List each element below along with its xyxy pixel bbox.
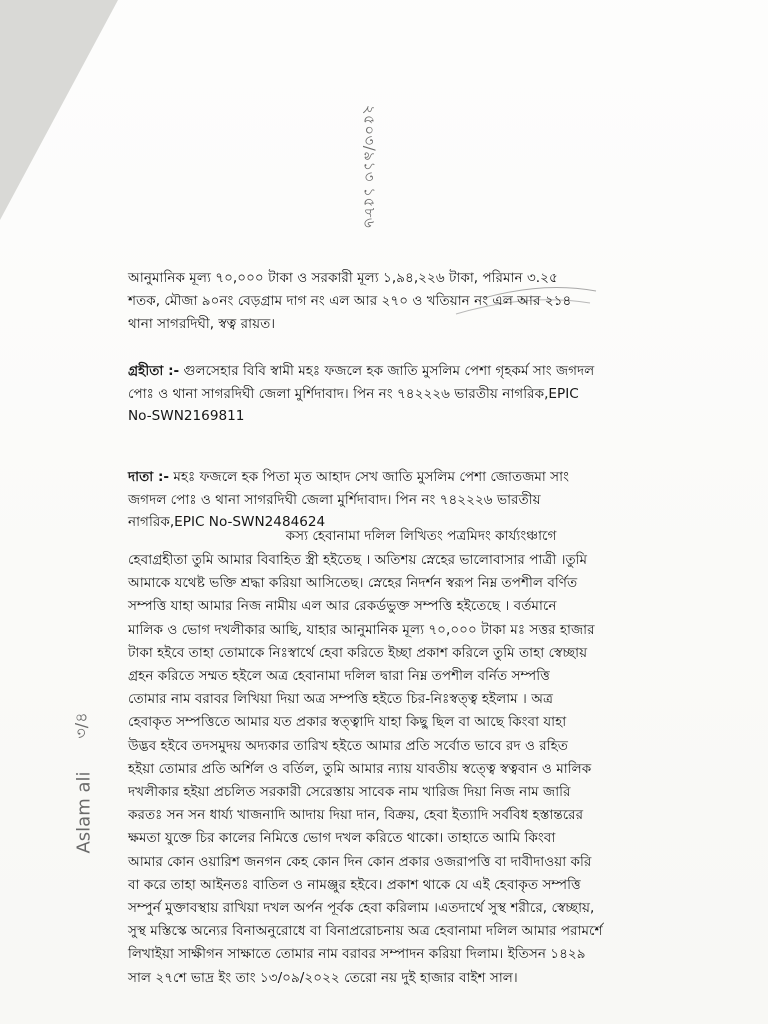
left-handwritten-mark: ৩/৪ bbox=[71, 712, 91, 739]
receiver-text: গুলসেহার বিবি স্বামী মহঃ ফজলে হক জাতি মুসলিম পেশা গৃহকর্ম সাং জগদল পোঃ ও থানা সাগরদিঘী জেলা মুর্শিদাবাদ। পিন নং ৭৪২২২৬ ভারতীয় নাগরিক,EPIC No-SWN2169811 bbox=[128, 362, 595, 425]
property-description: আনুমানিক মূল্য ৭০,০০০ টাকা ও সরকারী মূল্য ১,৯৪,২২৬ টাকা, পরিমান ৩.২৫ শতক, মৌজা ৯০নং বেড়গ্রাম দাগ নং এল আর ২৭০ ও খতিয়ান নং এল আর ২১৪ থানা সাগরদিঘী, স্বত্ব রায়ত। bbox=[128, 270, 572, 332]
donor-details bbox=[128, 443, 714, 531]
deed-body-text: হেবাগ্রহীতা তুমি আমার বিবাহিত স্ত্রী হইতেছ । অতিশয় স্নেহের ভালোবাসার পাত্রী ।তুমি আমাকে যথেষ্ট ভক্তি শ্রদ্ধা করিয়া আসিতেছ। স্নেহের নিদর্শন স্বরূপ নিম্ন তপশীল বর্ণিত সম্পত্তি যাহা আমার নিজ নামীয় এল আর রেকর্ডভুক্ত সম্পত্তি হইতেছে । বর্তমানে মালিক ও ভোগ দখলীকার আছি, যাহার আনুমানিক মূল্য ৭০,০০০ টাকা মঃ সত্তর হাজার টাকা হইবে তাহা তোমাকে নিঃস্বার্থে হেবা করিতে ইচ্ছা প্রকাশ করিলে তুমি তাহা স্বেচ্ছায় গ্রহন করিতে সম্মত হইলে অত্র হেবানামা দলিল দ্বারা নিম্ন তপশীল বর্নিত সম্পত্তি তোমার নাম বরাবর লিখিয়া দিয়া অত্র সম্পত্তি হইতে চির-নিঃস্বত্ত্ব হইলাম । অত্র হেবাকৃত সম্পত্তিতে আমার যত প্রকার স্বত্ত্বাদি যাহা কিছু ছিল বা আছে কিংবা যাহা উদ্ভব হইবে তদসমুদয় অদ্যকার তারিখ হইতে আমার প্রতি সর্বোত ভাবে রদ ও রহিত হইয়া তোমার প্রতি অর্শিল ও বর্তিল, তুমি আমার ন্যায় যাবতীয় স্বত্ত্বে স্বত্ববান ও মালিক দখলীকার হইয়া প্রচলিত সরকারী সেরেস্তায় সাবেক নাম খারিজ দিয়া নিজ নাম জারি করতঃ সন সন ধার্য্য খাজনাদি আদায় দিয়া দান, বিক্রয়, হেবা ইত্যাদি সর্ববিধ হস্তান্তরের ক্ষমতা যুক্তে চির কালের নিমিত্তে ভোগ দখল করিতে থাকো। তাহাতে আমি কিংবা আমার কোন ওয়ারিশ জনগন কেহ কোন দিন কোন প্রকার ওজরাপত্তি বা দাবীদাওয়া করি বা করে তাহা আইনতঃ বাতিল ও নামঞ্জুর হইবে। প্রকাশ থাকে যে এই হেবাকৃত সম্পত্তি সম্পুর্ন মুক্তাবস্থায় রাখিয়া দখল অর্পন পূর্বক হেবা করিলাম ।এতদার্থে সুস্থ শরীরে, স্বেচ্ছায়, সুস্থ মস্তিস্কে অন্যের বিনাঅনুরোধে বা বিনাপ্ররোচনায় অত্র হেবানামা দলিল আমার পরামর্শে লিখাইয়া সাক্ষীগন সাক্ষাতে তোমার নাম বরাবর সম্পাদন করিয়া দিলাম। ইতিসন ১৪২৯ সাল ২৭শে ভাদ্র ইং তাং ১৩/০৯/২০২২ তেরো নয় দুই হাজার বাইশ সাল। bbox=[128, 552, 603, 986]
left-handwritten-signature: Aslam ali bbox=[73, 771, 95, 854]
deed-document bbox=[128, 267, 714, 990]
folded-corner bbox=[0, 0, 118, 220]
donor-text: মহঃ ফজলে হক পিতা মৃত আহাদ সেখ জাতি মুসলিম পেশা জোতজমা সাং জগদল পোঃ ও থানা সাগরদিঘী জেলা মুর্শিদাবাদ। পিন নং ৭৪২২২৬ ভারতীয় নাগরিক,EPIC No-SWN2484624 bbox=[128, 468, 569, 531]
donor-label: দাতা :- bbox=[128, 468, 170, 485]
receiver-label: গ্রহীতা :- bbox=[128, 362, 180, 379]
receiver-details bbox=[128, 337, 714, 427]
deed-heading: কস্য হেবানামা দলিল লিখিতং পত্রমিদং কার্য্যংঞ্চাগে bbox=[285, 528, 557, 544]
top-handwritten-note: ২৫০৩/৯১৩ ১৫৮৬ bbox=[360, 104, 379, 229]
